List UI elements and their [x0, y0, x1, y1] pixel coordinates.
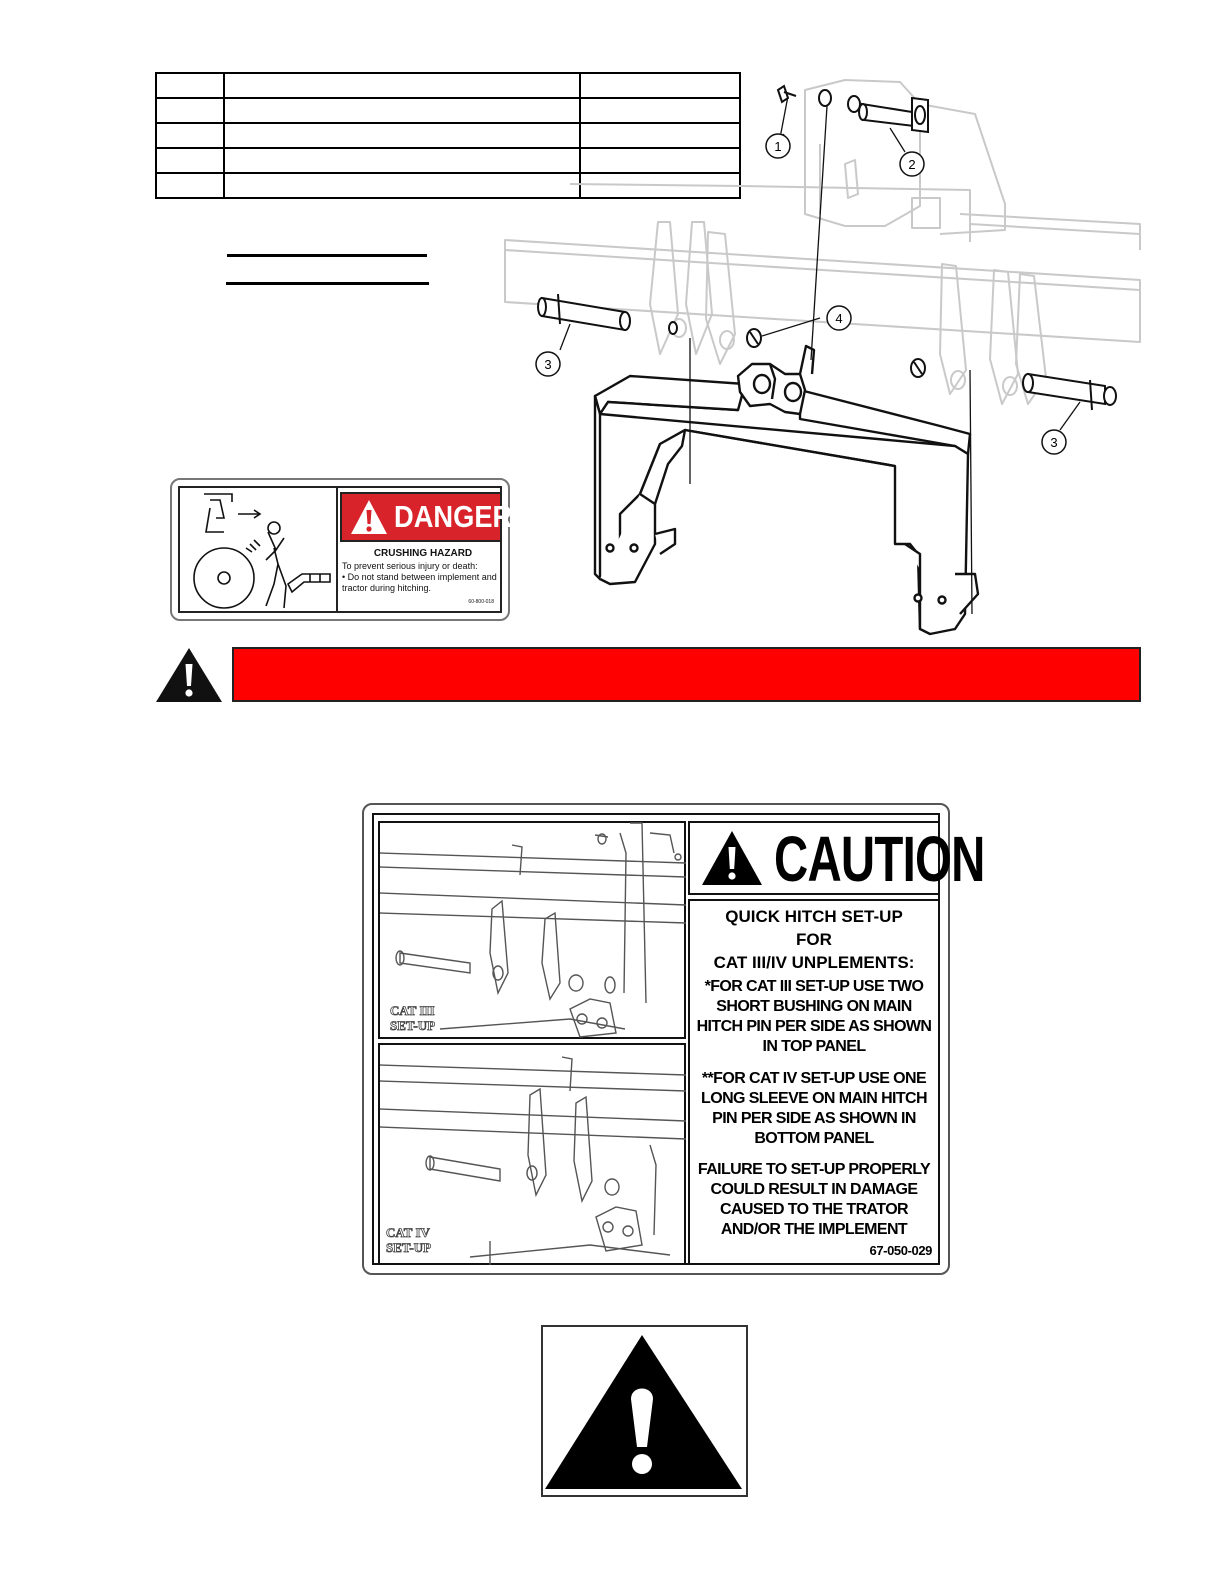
caution-para1-line: HITCH PIN PER SIDE AS SHOWN	[696, 1018, 932, 1035]
warning-triangle-icon	[700, 829, 764, 887]
caution-message-panel	[688, 899, 940, 1265]
cat-iii-label-line: CAT III	[390, 1003, 435, 1018]
caution-decal	[362, 803, 985, 1275]
warning-triangle-icon	[350, 498, 388, 536]
caution-para1-line: IN TOP PANEL	[762, 1038, 866, 1055]
danger-decal	[170, 478, 513, 621]
cat-iv-label-line: CAT IV	[386, 1225, 430, 1240]
caution-para2-line: **FOR CAT IV SET-UP USE ONE	[701, 1070, 927, 1087]
warning-icon	[154, 646, 224, 704]
cat-iii-label-line: SET-UP	[390, 1018, 436, 1033]
warning-bar	[232, 647, 1141, 702]
callout-4: 4	[835, 311, 843, 326]
cat-iii-label	[390, 1003, 435, 1033]
callout-3-right: 3	[1050, 435, 1058, 450]
caution-para3-line: COULD RESULT IN DAMAGE	[710, 1181, 918, 1198]
caution-para1-line: SHORT BUSHING ON MAIN	[716, 998, 912, 1015]
callout-3-left: 3	[544, 357, 552, 372]
cat-iv-label	[386, 1225, 431, 1255]
danger-decal-code: 60-800-018	[468, 599, 494, 605]
danger-line: tractor during hitching.	[342, 583, 432, 593]
caution-signal-word: CAUTION	[774, 823, 985, 895]
caution-para2-line: PIN PER SIDE AS SHOWN IN	[712, 1110, 916, 1127]
danger-header	[340, 492, 513, 542]
danger-message	[342, 561, 508, 594]
danger-signal-word: DANGER	[394, 499, 513, 534]
caution-header	[688, 821, 985, 895]
callout-2: 2	[908, 157, 916, 172]
caution-heading-line: CAT III/IV UNPLEMENTS:	[713, 953, 915, 972]
cat-iii-setup-panel	[378, 821, 686, 1039]
danger-line: To prevent serious injury or death:	[342, 561, 478, 571]
danger-line: • Do not stand between implement and	[342, 572, 497, 582]
crushing-hazard-pictogram	[180, 488, 338, 611]
caution-para3-line: AND/OR THE IMPLEMENT	[720, 1221, 908, 1238]
cat-iv-setup-panel	[378, 1043, 686, 1265]
danger-title: CRUSHING HAZARD	[373, 548, 473, 559]
callout-1: 1	[774, 139, 782, 154]
underline-rule	[227, 254, 427, 257]
caution-para2-line: BOTTOM PANEL	[754, 1130, 874, 1147]
caution-decal-code: 67-050-029	[869, 1243, 932, 1258]
caution-para2-line: LONG SLEEVE ON MAIN HITCH	[701, 1090, 927, 1107]
quick-hitch-diagram	[500, 74, 1150, 640]
caution-para3-line: FAILURE TO SET-UP PROPERLY	[697, 1161, 931, 1178]
caution-heading-line: QUICK HITCH SET-UP	[725, 907, 903, 926]
cat-iv-label-line: SET-UP	[386, 1240, 432, 1255]
safety-alert-symbol-box	[541, 1325, 748, 1497]
caution-heading-line: FOR	[796, 930, 832, 949]
warning-triangle-icon	[543, 1327, 746, 1495]
caution-para3-line: CAUSED TO THE TRATOR	[719, 1201, 908, 1218]
underline-rule	[226, 282, 429, 285]
caution-para1-line: *FOR CAT III SET-UP USE TWO	[704, 978, 924, 995]
